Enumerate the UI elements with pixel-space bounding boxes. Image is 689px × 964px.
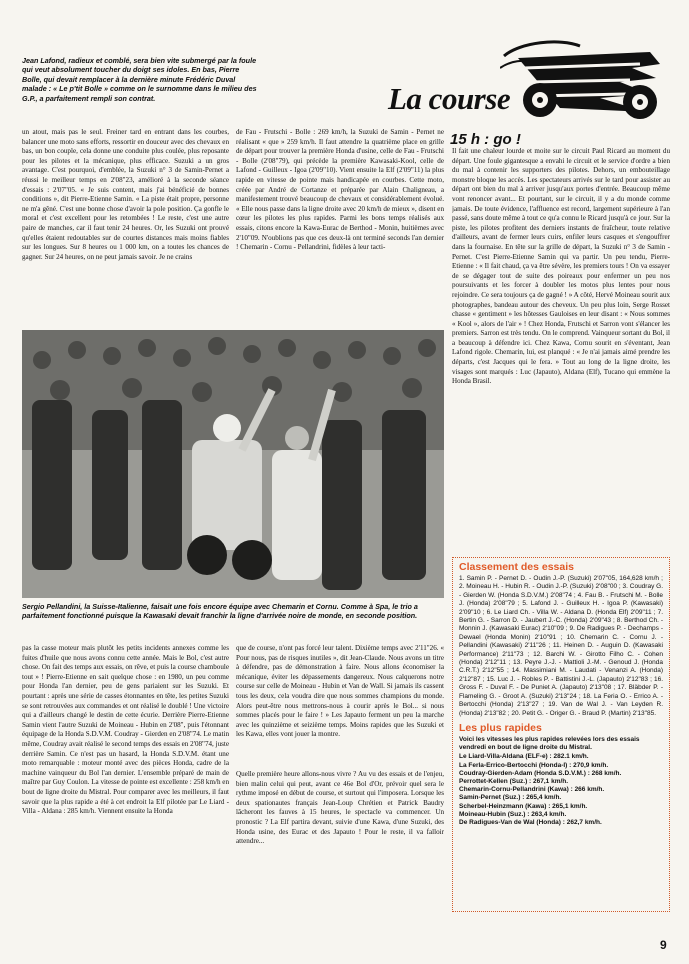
photo-caption-top: Jean Lafond, radieux et comblé, sera bien vite submergé par la foule qui veut absolument toucher du doigt ses idoles. En bas, Pierre Bolle, qui devait remplacer à la dernière minute Frédéric Duval malade : « Le p'tit Bolle » comme on le surnomme dans le milieu des G.P., a parfaitement rempli son contrat. [22,56,257,103]
list-item: La Ferla-Errico-Bertocchi (Honda-I) : 270,9 km/h. [459,761,609,769]
body-column-6: Quelle première heure allons-nous vivre ? Au vu des essais et de l'enjeu, bien malin celui qui peut, avant ce 46e Bol d'Or, prévoir quel sera le rythme imposé en début de course, et surtout qui l'imposera. Lorsque les deux spationautes français Jean-Loup Chrétien et Patrick Baudry lâcheront les fauves à 15 heures, le spectacle va commencer. Un pronostic ? La Elf partira devant, suivie d'une Kawa, d'une Suzuki, des Honda usine, des Eurac et des Japauto ! Pour le reste, il va falloir attendre... [236,770,444,846]
list-item: Chemarin-Cornu-Pellandrini (Kawa) : 266 km/h. [459,786,605,794]
article-title: La course [388,81,511,116]
photo-caption: Sergio Pellandini, la Suisse-Italienne, faisait une fois encore équipe avec Chemarin et Cornu. Comme à Spa, le trio a parfaitement fonctionné puisque la Kawasaki devait franchir la ligne d'arrivée noire de monde, en seconde position. [22,602,418,621]
section-subtitle: 15 h : go ! [450,131,521,148]
body-column-1: un atout, mais pas le seul. Freiner tard en entrant dans les courbes, balancer une moto sans efforts, ressortir en douceur avec des chevaux en bas, un bon couple, cela donne une conduite plus coulée, plus reposante pour les pilotes et la mécanique, plus efficace. Suzuki a un gros avantage. C'est pourquoi, d'emblée, la Suzuki n° 3 de Samin-Pernet a réussi le meilleur temps en 2'08"23, amélioré à la seconde séance d'essais : 2'07"05. « Je suis content, mais j'ai bénéficié de bonnes conditions », dit Pierre-Etienne Samin. « La piste était propre, personne ne m'a gêné. C'est une bonne chose d'avoir la pole position. Ça gonfle le moral et c'est excellent pour les retombées ! Le reste, c'est une autre paire de manches, car il faut tenir 24 heures. Or, les Suzuki ont prouvé qu'elles étaient redoutables sur de courtes distances mais moins fiables sur les longues. Sur 8 heures ou 1 000 km, on a toutes les chances de gagner. Sur 24 heures, on ne peut jamais savoir. Je ne crains [22,128,229,261]
list-item: Samin-Pernet (Suz.) : 265,4 km/h. [459,794,562,802]
list-item: Coudray-Gierden-Adam (Honda S.D.V.M.) : 268 km/h. [459,769,622,777]
classement-text: 1. Samin P. - Pernet D. - Oudin J.-P. (Suzuki) 2'07"05, 164,628 km/h ; 2. Moineau H. - Hubin R. - Oudin J.-P. (Suzuki) 2'08"00 ; 3. Coudray G. - Gierden W. (Honda S.D.V.M.) 2'08"74 ; 4. Fau B. - Frutschi M. - Bolle J. (Honda) 2'08"79 ; 5. Lafond J. - Guilleux H. - Igoa P. (Kawasaki) 2'09"10 ; 6. Le Liard Ch. - Villa W. - Aldana D. (Honda Elf) 2'09"11 ; 7. Bertin G. - Sarron D. - Jaubert J.-C. (Honda) 2'09"43 ; 8. Berthod Ch. - Monnin J. (Kawasaki Eurac) 2'10"09 ; 9. De Radigues P. - Dechamps - Dewael (Honda Monin) 2'10"91 ; 10. Chemarin C. - Cornu J. - Pellandini (Kawasaki) 2'11"26 ; 11. Heinen D. - Auguin D. (Kawasaki Performance) 2'11"73 ; 12. Barchi W. - Girotto Filho C. - Cohen (Honda) 2'12"11 ; 13. Peyre J.-J. - Mattioli J.-M. - Genoud J. (Honda C.R.T.) 2'12"55 ; 14. Massimiani M. - Laudati - Venanzi A. (Honda) 2'12"87 ; 15. Luc J. - Robles P. - Battistini J.-L. (Japauto) 2'12"83 ; 16. Gross F. - Duval F. - De Puniet A. (Japauto) 2'13"08 ; 17. Bläbder P. - Flameling G. - Groot A. (Suzuki) 2'13"24 ; 18. La Feria O. - Errico A. - Bertocchi (Honda) 2'13"27 ; 19. Van de Wal J. - Van Leyden R. (Honda) 2'13"82 ; 20. Petit G. - Origer G. - Braud P. (Martin) 2'13"85. [459,575,663,717]
body-column-5: que de course, n'ont pas forcé leur talent. Dixième temps avec 2'11"26. « Pour nous, pas de risques inutiles », dit Jean-Claude. Nous avons un titre à défendre, pas de démonstration à faire. Nous allons économiser la mécanique, éviter les dépassements dangereux. Nous calquerons notre course sur celle de Moineau - Hubin et Van de Wall. Si jamais ils cassent tous les deux, cela voudra dire que nous sommes champions du monde. Alors peut-être nous mettrons-nous à courir après le Bol... si nous sommes placés pour le faire ! » Les Japauto ferment un peu la marche avec les quinzième et seizième temps. Moins rapides que les Suzuki et les Kawa, elles vont jouer la montre. [236,644,444,739]
list-item: Scherbel-Heinzmann (Kawa) : 265,1 km/h. [459,802,588,810]
page-number: 9 [660,938,667,952]
list-item: De Radigues-Van de Wal (Honda) : 262,7 km/h. [459,818,602,826]
list-item: Le Liard-Villa-Aldana (ELF-e) : 282.1 km/h. [459,753,589,761]
body-column-4: pas la casse moteur mais plutôt les petits incidents annexes comme les fuites d'huile que nous avons connu cette année. Mais le Bol, c'est autre chose. On fait des temps aux essais, on rêve, et puis la course chamboule tout » ! Pierre-Etienne en sait quelque chose : en 1980, un peu comme pour Honda l'an dernier, peu de gens pariaient sur les Suzuki. Et pourtant : après une série de casses étonnantes en tête, les petites Suzuki se sont retrouvées aux commandes et ont réalisé le doublé ! Une victoire qui a d'ailleurs changé le destin de cette écurie. Derrière Pierre-Etienne Samin vient l'autre Suzuki de Moineau - Hubin en 2'08", puis l'étonnant équipage de la Honda S.D.V.M. Coudray - Gierden en 2'08"74. Le matin même, Coudray avait réalisé le second temps des essais en 2'08"74, juste derrière Samin. Ce n'est pas un hasard, la Honda S.D.V.M. étant une moto remarquable : moteur monté avec des pièces Honda, cadre de la machine vainqueur du Bol l'an dernier. L'ensemble préparé de main de maître par Guy Coulon. La vitesse de pointe est excellente : 258 km/h en bout de ligne droite du Mistral. Pour comparer avec les meilleurs, il faut savoir que la plus rapide a été à cet endroit la Elf pilotée par Le Liard - Villa - Aldana : 285 km/h. Viennent ensuite la Honda [22,644,229,816]
body-column-3: Il fait une chaleur lourde et moite sur le circuit Paul Ricard au moment du départ. Une foule gigantesque a envahi le circuit et le service d'ordre a bien du mal à contenir les supporters des pilotes. Dehors, un embouteillage monstre bloque les accès. Les spectateurs arrivés sur le tard pour assister au départ ont bien du mal à arriver jusqu'aux portes d'entrée. Beaucoup même vont renoncer avant... Et pourtant, sur le circuit, il y a du monde comme jamais. De toute évidence, l'affluence est record, largement supérieure à l'an passé, sans doute même à tout ce qu'a connu le Ricard jusqu'à ce jour. Sur la piste, les pilotes profitent des derniers instants de fraîcheur, toute relative d'ailleurs, avant de fermer leurs cuirs, enfiler leurs casques et s'engouffrer dans la fournaise. En tête sur la grille de départ, la Suzuki n° 3 de Samin - Pernet. C'est Pierre-Etienne Samin qui va partir. Un peu tendu, Pierre-Etienne : « Il fait chaud, ça va être sévère, les premiers tours ! On va essayer de se dégager tout de suite des poireaux pour enfermer un peu nos poursuivants et les forcer à doubler les motos plus lentes pour nous rejoindre. Ce sera toujours ça de gagné ! » A côté, Hervé Moineau sourit aux photographes, bandeau autour des cheveux. Un peu plus loin, Serge Rosset chasse « gentiment » les hôtesses Gauloises en leur disant : « Nous sommes « Kool », alors de l'air » ! Chez Honda, Frutschi et Sarron vont s'élancer les premiers. Sarron est très tendu. On le comprend. Vainqueur sortant du Bol, il a beaucoup à défendre ici. Chez Kawa, Cornu sourit en s'éventant, Jean Lafond rigole. Chemarin, lui, est planqué : « Je n'ai jamais aimé prendre les départs, c'est Jacques qui le fera. » Tout au long de la ligne droite, les visages sont marqués : Luc (Japauto), Aldana (Elf), Tucano qui emmène la Honda Brasil. [452,147,670,386]
list-item: Perrottet-Kellen (Suz.) : 267,1 km/h. [459,777,569,785]
body-column-2: de Fau - Frutschi - Bolle : 269 km/h, la Suzuki de Samin - Pernet ne réalisant « que » 259 km/h. Il faut attendre la quatrième place en grille de départ pour trouver la première Honda d'usine, celle de Fau - Frutschi - Bolle (2'08"79), qui précède la première Kawasaki-Kool, celle de Lafond - Guilleux - Igoa (2'09"10). Vient ensuite la Elf (2'09"11) la plus rapide en vitesse de pointe mais handicapée en courbes. Cette moto, créée par André de Cortanze et préparée par Alain Chaligneau, a manifestement trouvé beaucoup de chevaux et considérablement évolué. « Elle nous passe dans la ligne droite avec 20 km/h de mieux », disent en cœur les pilotes les plus rapides. Parmi les bons temps réalisés aux essais, citons encore la Kawa-Eurac de Berthod - Monin, huitièmes avec 2'10"09. N'oublions pas que ces deux-là ont terminé seconds l'an dernier ! Chemarin - Cornu - Pellandrini, fidèles à leur tacti- [236,128,444,252]
results-sidebar [452,557,670,912]
race-crowd-photo [22,330,444,598]
rapides-heading: Les plus rapides [459,721,542,734]
list-item: Moineau-Hubin (Suz.) : 263,4 km/h. [459,810,567,818]
rapides-intro: Voici les vitesses les plus rapides relevées lors des essais vendredi en bout de ligne droite du Mistral. [459,735,640,752]
classement-heading: Classement des essais [459,561,574,573]
